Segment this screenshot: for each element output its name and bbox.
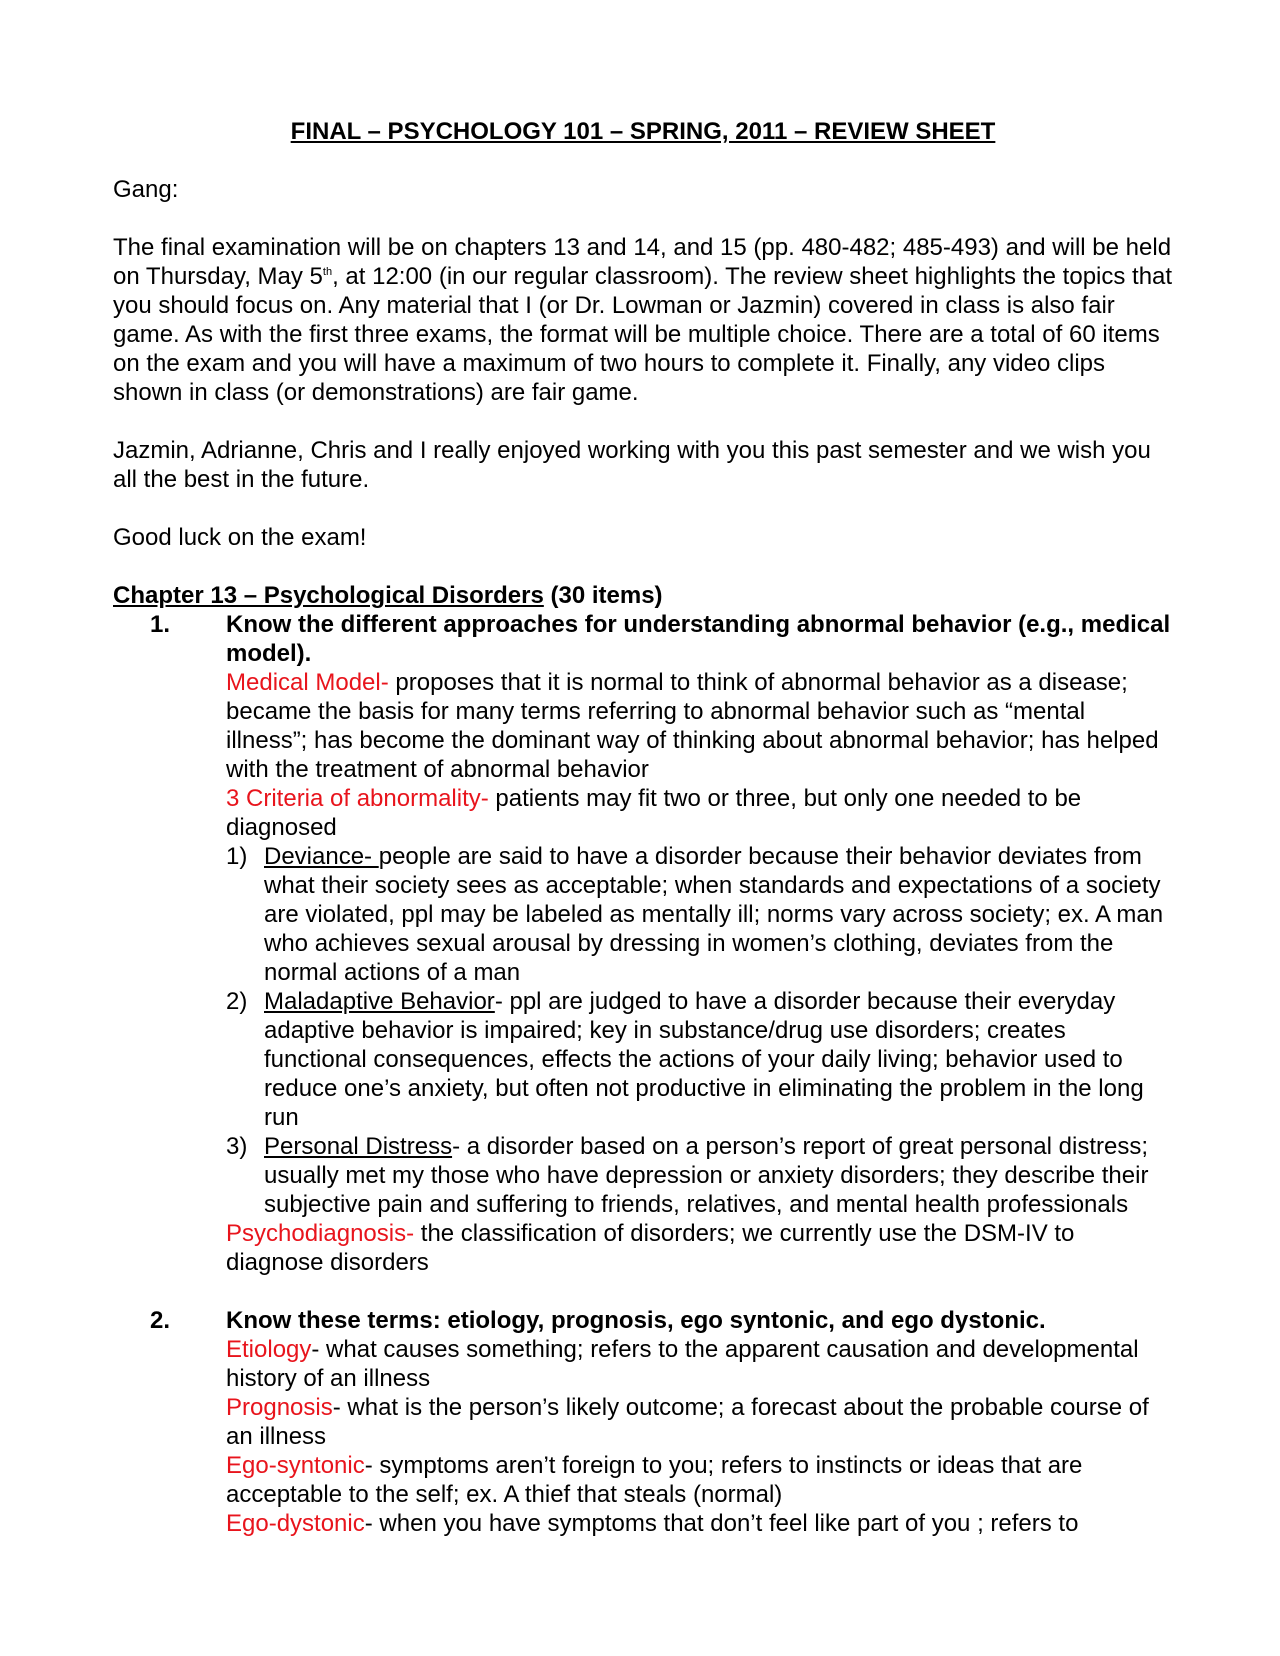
prognosis-definition: - what is the person’s likely outcome; a forecast about the probable course of an illness	[226, 1394, 1149, 1450]
good-luck-line: Good luck on the exam!	[113, 524, 367, 551]
ego-syntonic-definition: - symptoms aren’t foreign to you; refers to instincts or ideas that are acceptable to the self; ex. A thief that steals (normal)	[226, 1452, 1083, 1508]
prognosis-entry	[226, 1393, 1173, 1451]
ego-syntonic-entry	[226, 1451, 1173, 1509]
psychodiagnosis-definition: the classification of disorders; we currently use the DSM-IV to diagnose disorders	[226, 1220, 1075, 1276]
criteria-entry	[226, 784, 1173, 842]
spacer	[113, 1277, 1173, 1306]
medical-model-definition: proposes that it is normal to think of abnormal behavior as a disease; became the basis for many terms referring to abnormal behavior such as “mental illness”; has become the dominant way of thinking about abnormal behavior; has helped with the treatment of abnormal behavior	[226, 669, 1159, 783]
criterion-number: 3)	[226, 1133, 248, 1160]
criterion-term: Maladaptive Behavior	[264, 988, 495, 1015]
criterion-number: 2)	[226, 988, 248, 1015]
etiology-definition: - what causes something; refers to the apparent causation and developmental history of an illness	[226, 1336, 1139, 1392]
thanks-paragraph: Jazmin, Adrianne, Chris and I really enjoyed working with you this past semester and we wish you all the best in the future.	[113, 437, 1151, 493]
review-sheet-page	[113, 117, 1173, 1538]
psychodiagnosis-entry	[226, 1219, 1173, 1277]
criteria-term: 3 Criteria of abnormality-	[226, 785, 489, 812]
ego-dystonic-entry	[226, 1509, 1173, 1538]
chapter-13-heading	[113, 581, 1173, 610]
review-item-2	[113, 1306, 1173, 1538]
criterion-term: Deviance-	[264, 843, 379, 870]
ego-dystonic-definition: - when you have symptoms that don’t feel like part of you ; refers to	[364, 1510, 1079, 1537]
ego-syntonic-term: Ego-syntonic	[226, 1452, 365, 1479]
criterion-definition: people are said to have a disorder because their behavior deviates from what their society sees as acceptable; when standards and expectations of a society are violated, ppl may be labeled as mentally ill; norms vary across society; ex. A man who achieves sexual arousal by dressing in women’s clothing, deviates from the normal actions of a man	[264, 843, 1164, 986]
criterion-number: 1)	[226, 843, 248, 870]
criterion-deviance	[226, 842, 1173, 987]
criterion-personal-distress	[226, 1132, 1173, 1219]
psychodiagnosis-term: Psychodiagnosis-	[226, 1220, 415, 1247]
medical-model-entry	[226, 668, 1173, 784]
intro-superscript: th	[322, 266, 333, 278]
etiology-entry	[226, 1335, 1173, 1393]
prognosis-term: Prognosis	[226, 1394, 333, 1421]
ego-dystonic-term: Ego-dystonic	[226, 1510, 365, 1537]
item-2-heading: Know these terms: etiology, prognosis, ego syntonic, and ego dystonic.	[226, 1307, 1046, 1334]
criterion-definition: - ppl are judged to have a disorder because their everyday adaptive behavior is impaired; key in substance/drug use disorders; creates functional consequences, effects the actions of your daily living; behavior used to reduce one’s anxiety, but often not productive in eliminating the problem in the long run	[264, 988, 1144, 1131]
intro-text-1: The final examination will be on chapters 13 and 14, and 15 (pp. 480-482; 485-493) and will be held on Thursday, May 5	[113, 234, 1172, 290]
criterion-definition: - a disorder based on a person’s report of great personal distress; usually met my those who have depression or anxiety disorders; they describe their subjective pain and suffering to friends, relatives, and mental health professionals	[264, 1133, 1149, 1218]
criteria-definition: patients may fit two or three, but only one needed to be diagnosed	[226, 785, 1082, 841]
intro-paragraph	[113, 233, 1173, 407]
etiology-term: Etiology	[226, 1336, 312, 1363]
criterion-term: Personal Distress	[264, 1133, 453, 1160]
criterion-maladaptive-behavior	[226, 987, 1173, 1132]
medical-model-term: Medical Model-	[226, 669, 389, 696]
intro-text-2: , at 12:00 (in our regular classroom). The review sheet highlights the topics that you should focus on. Any material that I (or Dr. Lowman or Jazmin) covered in class is also fair game. As with the first three exams, the format will be multiple choice. There are a total of 60 items on the exam and you will have a maximum of two hours to complete it. Finally, any video clips shown in class (or demonstrations) are fair game.	[113, 263, 1173, 406]
review-item-1	[113, 610, 1173, 1277]
item-1-heading: Know the different approaches for understanding abnormal behavior (e.g., medical model).	[226, 611, 1171, 667]
chapter-13-item-count: (30 items)	[543, 582, 663, 609]
item-1-number: 1.	[150, 611, 171, 638]
item-2-number: 2.	[150, 1307, 171, 1334]
document-title: FINAL – PSYCHOLOGY 101 – SPRING, 2011 – REVIEW SHEET	[290, 118, 996, 145]
greeting: Gang:	[113, 176, 179, 203]
chapter-13-title: Chapter 13 – Psychological Disorders	[113, 582, 544, 609]
